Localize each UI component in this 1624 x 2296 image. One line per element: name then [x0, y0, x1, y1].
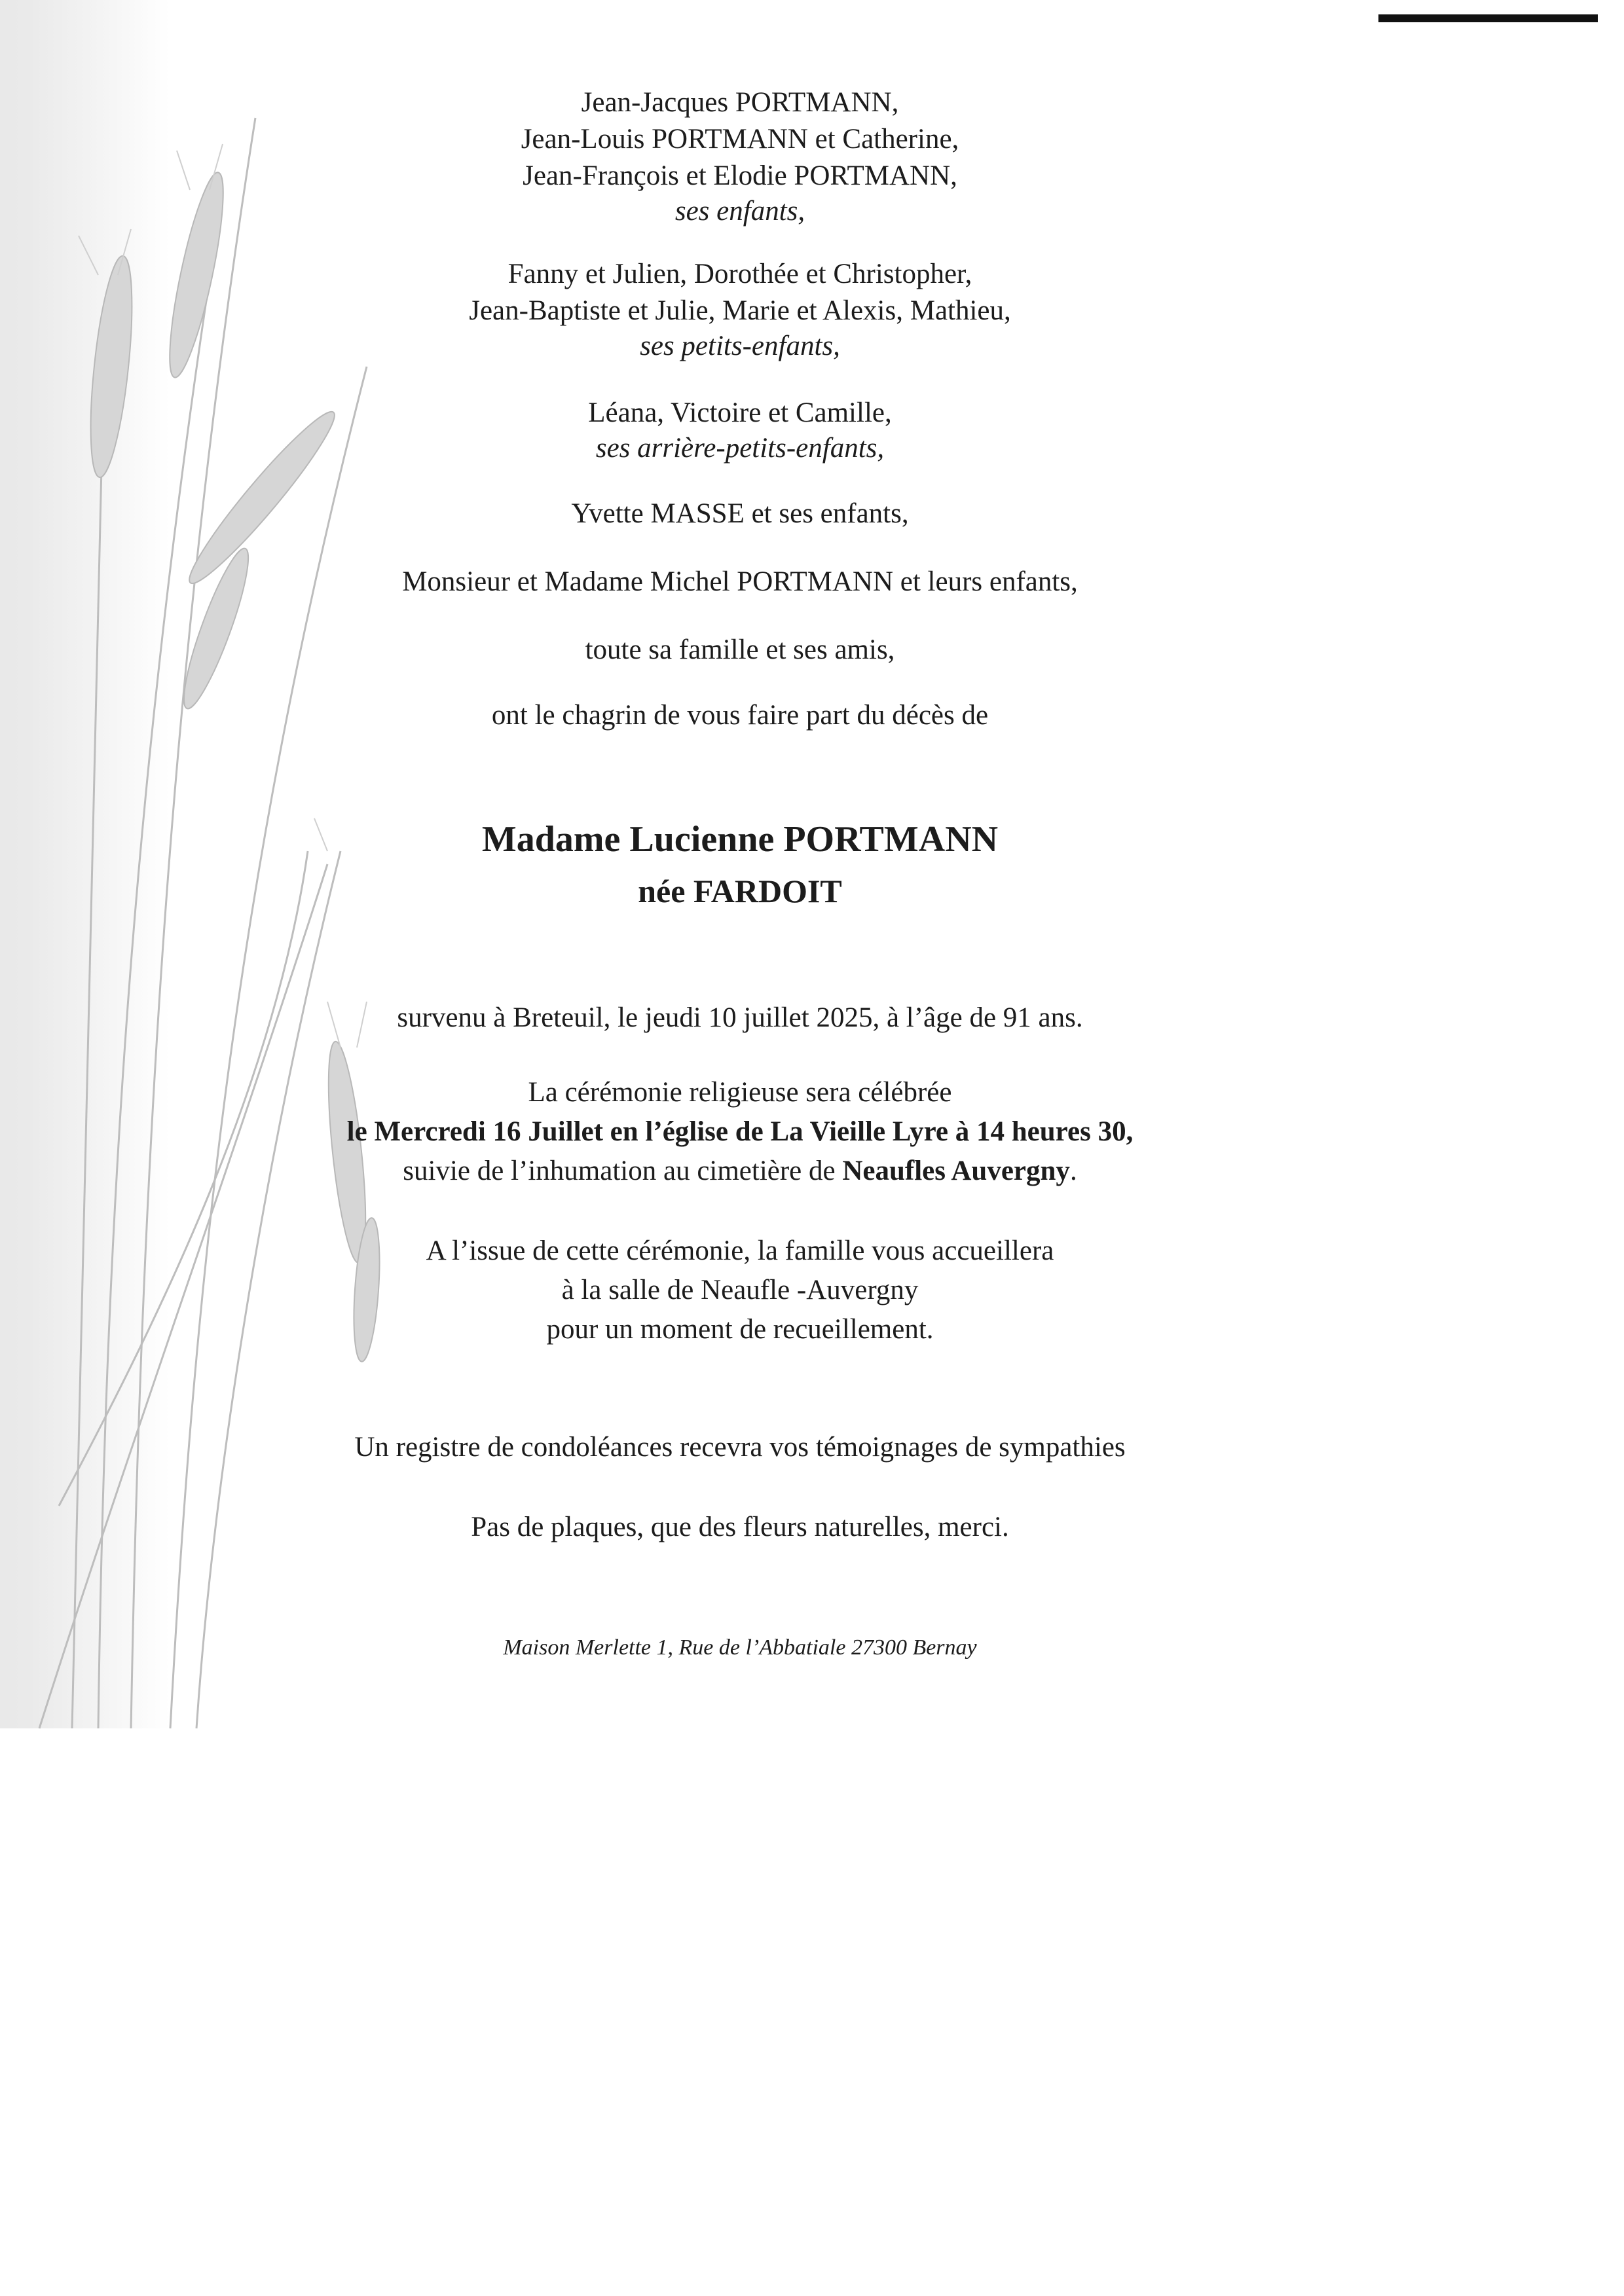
death-info: survenu à Breteuil, le jeudi 10 juillet 2025, à l’âge de 91 ans.	[397, 1002, 1083, 1033]
grandchildren-label: ses petits-enfants,	[640, 331, 840, 361]
deceased-name: Madame Lucienne PORTMANN	[481, 819, 999, 860]
reception-line-2: à la salle de Neaufle -Auvergny	[561, 1275, 919, 1305]
relatives-michel-portmann: Monsieur et Madame Michel PORTMANN et leurs enfants,	[402, 566, 1078, 597]
reception-line-3: pour un moment de recueillement.	[546, 1314, 934, 1345]
burial-place: Neaufles Auvergny	[842, 1156, 1070, 1186]
maiden-name: née FARDOIT	[638, 873, 842, 909]
family-and-friends: toute sa famille et ses amis,	[585, 634, 895, 665]
funeral-home: Maison Merlette 1, Rue de l’Abbatiale 27300 Bernay	[503, 1635, 977, 1660]
child-name-2: Jean-Louis PORTMANN et Catherine,	[521, 124, 959, 155]
reception-line-1: A l’issue de cette cérémonie, la famille vous accueillera	[426, 1235, 1054, 1266]
flowers-note: Pas de plaques, que des fleurs naturelles, merci.	[471, 1512, 1009, 1542]
child-name-1: Jean-Jacques PORTMANN,	[581, 87, 899, 118]
condolences-note: Un registre de condoléances recevra vos témoignages de sympathies	[354, 1432, 1126, 1463]
burial-suffix: .	[1069, 1156, 1077, 1186]
grandchildren-line-1: Fanny et Julien, Dorothée et Christopher,	[507, 259, 972, 289]
burial-prefix: suivie de l’inhumation au cimetière de	[403, 1156, 836, 1186]
header-rule	[1378, 14, 1598, 22]
children-label: ses enfants,	[674, 196, 805, 227]
announcement: ont le chagrin de vous faire part du décès de	[491, 700, 989, 731]
ceremony-details	[249, 1113, 1231, 1151]
relatives-masse: Yvette MASSE et ses enfants,	[571, 498, 909, 529]
child-name-3: Jean-François et Elodie PORTMANN,	[523, 160, 957, 191]
great-grandchildren-label: ses arrière-petits-enfants,	[595, 433, 885, 464]
ceremony-intro: La cérémonie religieuse sera célébrée	[528, 1077, 952, 1108]
great-grandchildren-names: Léana, Victoire et Camille,	[588, 397, 892, 428]
grandchildren-line-2: Jean-Baptiste et Julie, Marie et Alexis, Mathieu,	[469, 295, 1011, 326]
burial-info	[249, 1152, 1231, 1190]
ceremony-details-text: le Mercredi 16 Juillet en l’église de La Vieille Lyre à 14 heures 30,	[346, 1116, 1134, 1147]
